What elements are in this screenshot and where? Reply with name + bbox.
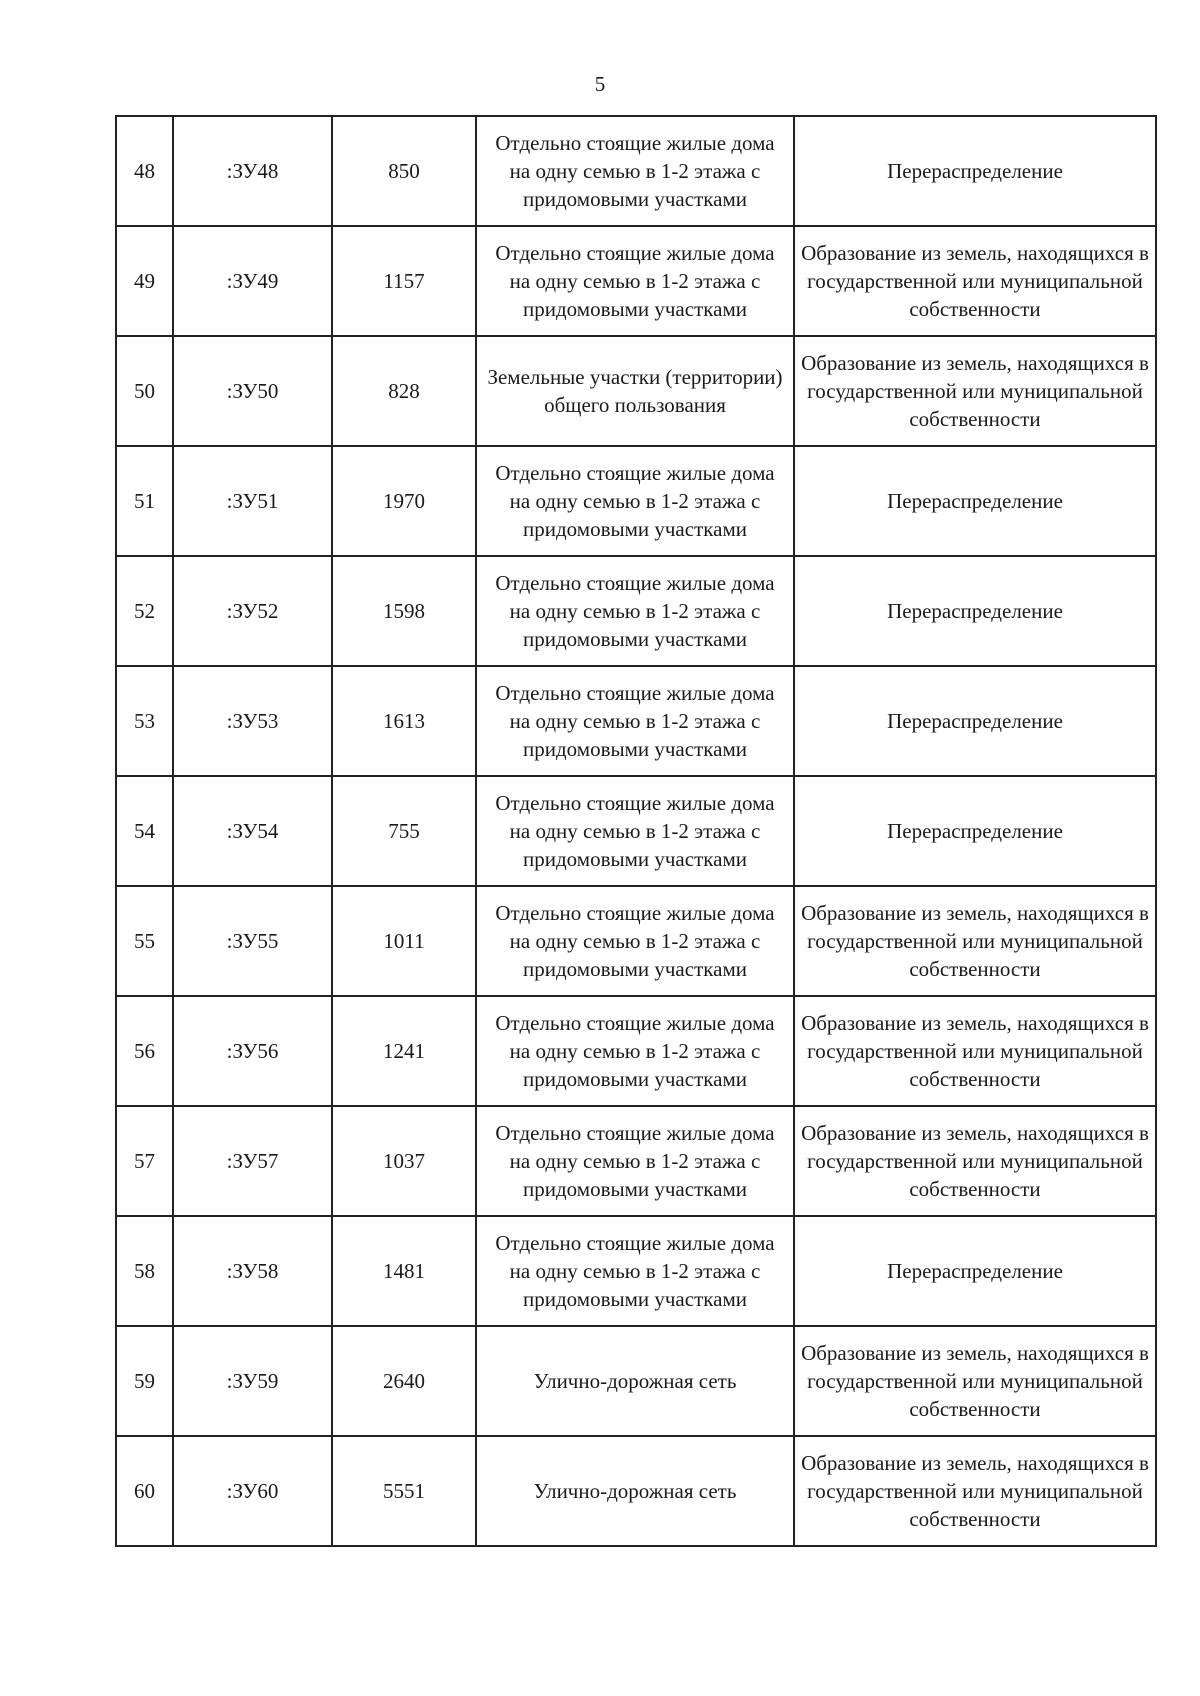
plot-area-cell: 828 bbox=[332, 336, 476, 446]
permitted-use-cell: Отдельно стоящие жилые дома на одну семью в 1-2 этажа с придомовыми участками bbox=[476, 1216, 794, 1326]
plot-area-cell: 1613 bbox=[332, 666, 476, 776]
table-row bbox=[116, 1216, 1156, 1326]
plot-area-cell: 1037 bbox=[332, 1106, 476, 1216]
row-number-cell: 60 bbox=[116, 1436, 173, 1546]
permitted-use-cell: Отдельно стоящие жилые дома на одну семью в 1-2 этажа с придомовыми участками bbox=[476, 556, 794, 666]
formation-method-cell: Перераспределение bbox=[794, 776, 1156, 886]
plot-code-cell: :ЗУ51 bbox=[173, 446, 332, 556]
table-row bbox=[116, 336, 1156, 446]
plot-code-cell: :ЗУ50 bbox=[173, 336, 332, 446]
formation-method-cell: Образование из земель, находящихся в государственной или муниципальной собственности bbox=[794, 226, 1156, 336]
row-number-cell: 55 bbox=[116, 886, 173, 996]
permitted-use-cell: Отдельно стоящие жилые дома на одну семью в 1-2 этажа с придомовыми участками bbox=[476, 776, 794, 886]
table-row bbox=[116, 1106, 1156, 1216]
plot-area-cell: 755 bbox=[332, 776, 476, 886]
plot-code-cell: :ЗУ55 bbox=[173, 886, 332, 996]
table-row bbox=[116, 996, 1156, 1106]
table-body bbox=[116, 116, 1156, 1546]
land-plots-table bbox=[115, 115, 1157, 1547]
row-number-cell: 58 bbox=[116, 1216, 173, 1326]
plot-area-cell: 5551 bbox=[332, 1436, 476, 1546]
permitted-use-cell: Земельные участки (территории) общего пользования bbox=[476, 336, 794, 446]
formation-method-cell: Перераспределение bbox=[794, 446, 1156, 556]
row-number-cell: 56 bbox=[116, 996, 173, 1106]
formation-method-cell: Перераспределение bbox=[794, 116, 1156, 226]
formation-method-cell: Образование из земель, находящихся в государственной или муниципальной собственности bbox=[794, 1326, 1156, 1436]
permitted-use-cell: Отдельно стоящие жилые дома на одну семью в 1-2 этажа с придомовыми участками bbox=[476, 446, 794, 556]
plot-code-cell: :ЗУ48 bbox=[173, 116, 332, 226]
permitted-use-cell: Отдельно стоящие жилые дома на одну семью в 1-2 этажа с придомовыми участками bbox=[476, 1106, 794, 1216]
formation-method-cell: Образование из земель, находящихся в государственной или муниципальной собственности bbox=[794, 1436, 1156, 1546]
permitted-use-cell: Отдельно стоящие жилые дома на одну семью в 1-2 этажа с придомовыми участками bbox=[476, 226, 794, 336]
formation-method-cell: Образование из земель, находящихся в государственной или муниципальной собственности bbox=[794, 886, 1156, 996]
plot-area-cell: 2640 bbox=[332, 1326, 476, 1436]
plot-code-cell: :ЗУ56 bbox=[173, 996, 332, 1106]
plot-area-cell: 1481 bbox=[332, 1216, 476, 1326]
row-number-cell: 48 bbox=[116, 116, 173, 226]
permitted-use-cell: Отдельно стоящие жилые дома на одну семью в 1-2 этажа с придомовыми участками bbox=[476, 116, 794, 226]
plot-code-cell: :ЗУ59 bbox=[173, 1326, 332, 1436]
table-row bbox=[116, 226, 1156, 336]
row-number-cell: 52 bbox=[116, 556, 173, 666]
table-row bbox=[116, 886, 1156, 996]
permitted-use-cell: Отдельно стоящие жилые дома на одну семью в 1-2 этажа с придомовыми участками bbox=[476, 666, 794, 776]
formation-method-cell: Перераспределение bbox=[794, 1216, 1156, 1326]
plot-code-cell: :ЗУ52 bbox=[173, 556, 332, 666]
plot-code-cell: :ЗУ49 bbox=[173, 226, 332, 336]
table-row bbox=[116, 556, 1156, 666]
formation-method-cell: Перераспределение bbox=[794, 666, 1156, 776]
permitted-use-cell: Улично-дорожная сеть bbox=[476, 1436, 794, 1546]
plot-area-cell: 1598 bbox=[332, 556, 476, 666]
plot-code-cell: :ЗУ60 bbox=[173, 1436, 332, 1546]
table-row bbox=[116, 1436, 1156, 1546]
row-number-cell: 49 bbox=[116, 226, 173, 336]
permitted-use-cell: Отдельно стоящие жилые дома на одну семью в 1-2 этажа с придомовыми участками bbox=[476, 886, 794, 996]
formation-method-cell: Образование из земель, находящихся в государственной или муниципальной собственности bbox=[794, 336, 1156, 446]
row-number-cell: 59 bbox=[116, 1326, 173, 1436]
plot-area-cell: 1011 bbox=[332, 886, 476, 996]
table-row bbox=[116, 116, 1156, 226]
table-row bbox=[116, 1326, 1156, 1436]
row-number-cell: 51 bbox=[116, 446, 173, 556]
permitted-use-cell: Улично-дорожная сеть bbox=[476, 1326, 794, 1436]
row-number-cell: 57 bbox=[116, 1106, 173, 1216]
plot-area-cell: 1157 bbox=[332, 226, 476, 336]
table-row bbox=[116, 446, 1156, 556]
formation-method-cell: Образование из земель, находящихся в государственной или муниципальной собственности bbox=[794, 1106, 1156, 1216]
row-number-cell: 54 bbox=[116, 776, 173, 886]
row-number-cell: 53 bbox=[116, 666, 173, 776]
table-row bbox=[116, 666, 1156, 776]
permitted-use-cell: Отдельно стоящие жилые дома на одну семью в 1-2 этажа с придомовыми участками bbox=[476, 996, 794, 1106]
row-number-cell: 50 bbox=[116, 336, 173, 446]
plot-area-cell: 1241 bbox=[332, 996, 476, 1106]
page-number: 5 bbox=[594, 72, 606, 96]
table-row bbox=[116, 776, 1156, 886]
plot-code-cell: :ЗУ57 bbox=[173, 1106, 332, 1216]
formation-method-cell: Перераспределение bbox=[794, 556, 1156, 666]
plot-code-cell: :ЗУ53 bbox=[173, 666, 332, 776]
plot-code-cell: :ЗУ58 bbox=[173, 1216, 332, 1326]
plot-code-cell: :ЗУ54 bbox=[173, 776, 332, 886]
formation-method-cell: Образование из земель, находящихся в государственной или муниципальной собственности bbox=[794, 996, 1156, 1106]
plot-area-cell: 850 bbox=[332, 116, 476, 226]
plot-area-cell: 1970 bbox=[332, 446, 476, 556]
